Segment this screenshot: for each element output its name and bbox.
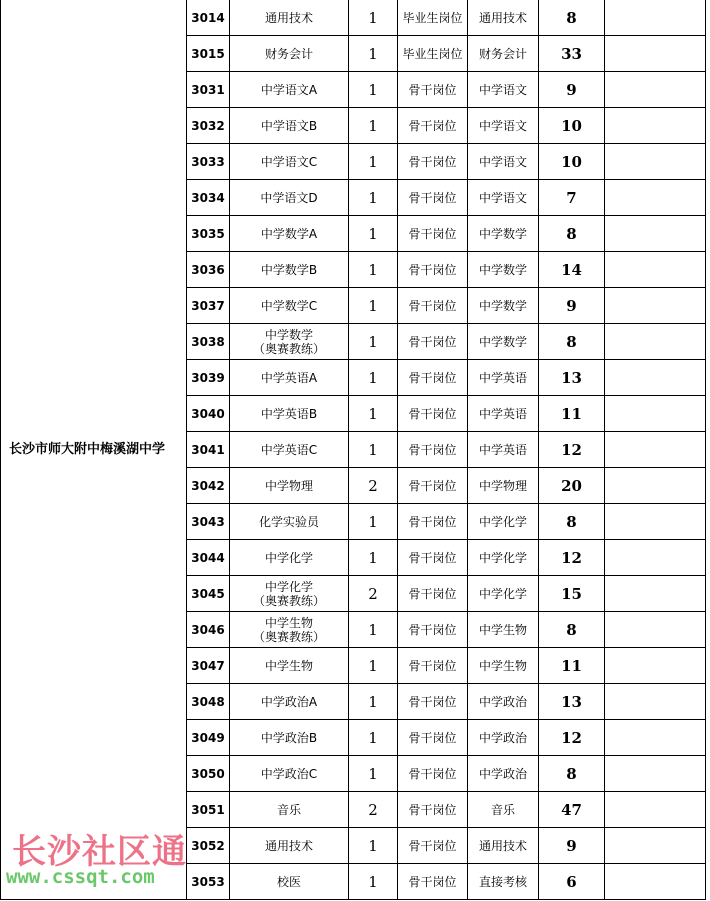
position-type-cell: 骨干岗位: [398, 144, 468, 180]
blank-cell: [605, 468, 706, 504]
hire-count-cell: 1: [349, 0, 398, 36]
hire-count-cell: 1: [349, 612, 398, 648]
qualification-cell: 直接考核: [468, 864, 539, 900]
position-type-cell: 骨干岗位: [398, 468, 468, 504]
applicant-count-cell: 6: [539, 864, 605, 900]
table-row: [1, 0, 706, 36]
position-type-cell: 骨干岗位: [398, 540, 468, 576]
position-code-cell: 3041: [187, 432, 230, 468]
blank-cell: [605, 180, 706, 216]
position-code-cell: 3050: [187, 756, 230, 792]
subject-cell: 中学英语B: [230, 396, 349, 432]
applicant-count-cell: 12: [539, 540, 605, 576]
position-type-cell: 骨干岗位: [398, 432, 468, 468]
blank-cell: [605, 432, 706, 468]
hire-count-cell: 1: [349, 108, 398, 144]
subject-cell: 校医: [230, 864, 349, 900]
qualification-cell: 中学化学: [468, 540, 539, 576]
watermark-logo: 长沙社区通: [12, 832, 187, 872]
applicant-count-cell: 10: [539, 108, 605, 144]
hire-count-cell: 1: [349, 432, 398, 468]
hire-count-cell: 1: [349, 144, 398, 180]
applicant-count-cell: 9: [539, 828, 605, 864]
blank-cell: [605, 324, 706, 360]
applicant-count-cell: 33: [539, 36, 605, 72]
hire-count-cell: 1: [349, 828, 398, 864]
blank-cell: [605, 0, 706, 36]
position-code-cell: 3014: [187, 0, 230, 36]
qualification-cell: 中学英语: [468, 432, 539, 468]
qualification-cell: 中学数学: [468, 288, 539, 324]
applicant-count-cell: 14: [539, 252, 605, 288]
position-type-cell: 骨干岗位: [398, 180, 468, 216]
hire-count-cell: 1: [349, 648, 398, 684]
subject-note-line: （奥赛教练）: [252, 341, 325, 356]
qualification-cell: 中学语文: [468, 108, 539, 144]
position-code-cell: 3052: [187, 828, 230, 864]
subject-cell: 中学数学A: [230, 216, 349, 252]
blank-cell: [605, 396, 706, 432]
subject-cell: 中学生物: [230, 648, 349, 684]
position-code-cell: 3037: [187, 288, 230, 324]
qualification-cell: 中学语文: [468, 180, 539, 216]
position-code-cell: 3048: [187, 684, 230, 720]
qualification-cell: 中学生物: [468, 612, 539, 648]
position-code-cell: 3042: [187, 468, 230, 504]
blank-cell: [605, 720, 706, 756]
position-type-cell: 骨干岗位: [398, 396, 468, 432]
position-type-cell: 骨干岗位: [398, 720, 468, 756]
hire-count-cell: 1: [349, 288, 398, 324]
position-code-cell: 3015: [187, 36, 230, 72]
subject-cell: 音乐: [230, 792, 349, 828]
applicant-count-cell: 8: [539, 504, 605, 540]
position-code-cell: 3043: [187, 504, 230, 540]
applicant-count-cell: 9: [539, 288, 605, 324]
qualification-cell: 通用技术: [468, 0, 539, 36]
position-type-cell: 毕业生岗位: [398, 36, 468, 72]
applicant-count-cell: 12: [539, 720, 605, 756]
applicant-count-cell: 13: [539, 684, 605, 720]
applicant-count-cell: 11: [539, 648, 605, 684]
position-code-cell: 3047: [187, 648, 230, 684]
blank-cell: [605, 108, 706, 144]
qualification-cell: 中学语文: [468, 72, 539, 108]
position-code-cell: 3049: [187, 720, 230, 756]
position-type-cell: 骨干岗位: [398, 792, 468, 828]
position-type-cell: 骨干岗位: [398, 72, 468, 108]
qualification-cell: 中学政治: [468, 756, 539, 792]
applicant-count-cell: 9: [539, 72, 605, 108]
subject-cell: 中学英语A: [230, 360, 349, 396]
qualification-cell: 中学生物: [468, 648, 539, 684]
hire-count-cell: 2: [349, 468, 398, 504]
applicant-count-cell: 8: [539, 216, 605, 252]
blank-cell: [605, 756, 706, 792]
applicant-count-cell: 20: [539, 468, 605, 504]
applicant-count-cell: 11: [539, 396, 605, 432]
subject-cell: 财务会计: [230, 36, 349, 72]
subject-cell: 中学化学: [230, 540, 349, 576]
applicant-count-cell: 8: [539, 756, 605, 792]
position-code-cell: 3033: [187, 144, 230, 180]
subject-cell: [230, 324, 349, 360]
qualification-cell: 中学政治: [468, 684, 539, 720]
position-code-cell: 3034: [187, 180, 230, 216]
subject-cell: [230, 612, 349, 648]
applicant-count-cell: 12: [539, 432, 605, 468]
hire-count-cell: 2: [349, 576, 398, 612]
position-type-cell: 骨干岗位: [398, 612, 468, 648]
position-type-cell: 骨干岗位: [398, 756, 468, 792]
position-code-cell: 3038: [187, 324, 230, 360]
position-code-cell: 3032: [187, 108, 230, 144]
subject-cell: 中学数学C: [230, 288, 349, 324]
blank-cell: [605, 252, 706, 288]
hire-count-cell: 1: [349, 720, 398, 756]
position-code-cell: 3035: [187, 216, 230, 252]
subject-cell: 中学政治A: [230, 684, 349, 720]
position-code-cell: 3046: [187, 612, 230, 648]
position-code-cell: 3053: [187, 864, 230, 900]
subject-line: 中学化学: [264, 579, 313, 594]
hire-count-cell: 1: [349, 540, 398, 576]
subject-cell: [230, 576, 349, 612]
qualification-cell: 中学政治: [468, 720, 539, 756]
hire-count-cell: 1: [349, 360, 398, 396]
hire-count-cell: 1: [349, 216, 398, 252]
subject-cell: 化学实验员: [230, 504, 349, 540]
blank-cell: [605, 612, 706, 648]
subject-cell: 中学政治C: [230, 756, 349, 792]
blank-cell: [605, 828, 706, 864]
qualification-cell: 中学英语: [468, 360, 539, 396]
subject-cell: 中学语文C: [230, 144, 349, 180]
applicant-count-cell: 8: [539, 324, 605, 360]
qualification-cell: 中学数学: [468, 252, 539, 288]
position-type-cell: 骨干岗位: [398, 576, 468, 612]
blank-cell: [605, 288, 706, 324]
blank-cell: [605, 576, 706, 612]
position-type-cell: 毕业生岗位: [398, 0, 468, 36]
position-type-cell: 骨干岗位: [398, 288, 468, 324]
blank-cell: [605, 504, 706, 540]
hire-count-cell: 1: [349, 504, 398, 540]
qualification-cell: 中学英语: [468, 396, 539, 432]
applicant-count-cell: 47: [539, 792, 605, 828]
subject-cell: 中学物理: [230, 468, 349, 504]
position-type-cell: 骨干岗位: [398, 684, 468, 720]
table-body: [1, 0, 706, 900]
subject-cell: 通用技术: [230, 0, 349, 36]
position-code-cell: 3044: [187, 540, 230, 576]
hire-count-cell: 1: [349, 756, 398, 792]
qualification-cell: 中学语文: [468, 144, 539, 180]
applicant-count-cell: 13: [539, 360, 605, 396]
blank-cell: [605, 360, 706, 396]
subject-line: 中学数学: [264, 327, 313, 342]
applicant-count-cell: 10: [539, 144, 605, 180]
subject-cell: 中学语文B: [230, 108, 349, 144]
blank-cell: [605, 144, 706, 180]
hire-count-cell: 1: [349, 864, 398, 900]
subject-cell: 中学数学B: [230, 252, 349, 288]
subject-line: 中学生物: [264, 615, 313, 630]
applicant-count-cell: 15: [539, 576, 605, 612]
position-code-cell: 3036: [187, 252, 230, 288]
qualification-cell: 中学化学: [468, 576, 539, 612]
qualification-cell: 音乐: [468, 792, 539, 828]
blank-cell: [605, 216, 706, 252]
hire-count-cell: 1: [349, 36, 398, 72]
hire-count-cell: 2: [349, 792, 398, 828]
position-type-cell: 骨干岗位: [398, 252, 468, 288]
subject-cell: 通用技术: [230, 828, 349, 864]
subject-note-line: （奥赛教练）: [252, 593, 325, 608]
position-code-cell: 3031: [187, 72, 230, 108]
watermark-url: www.cssqt.com: [6, 866, 155, 888]
qualification-cell: 通用技术: [468, 828, 539, 864]
qualification-cell: 中学数学: [468, 216, 539, 252]
hire-count-cell: 1: [349, 252, 398, 288]
blank-cell: [605, 72, 706, 108]
hire-count-cell: 1: [349, 72, 398, 108]
blank-cell: [605, 540, 706, 576]
position-type-cell: 骨干岗位: [398, 504, 468, 540]
position-type-cell: 骨干岗位: [398, 648, 468, 684]
position-type-cell: 骨干岗位: [398, 828, 468, 864]
position-type-cell: 骨干岗位: [398, 864, 468, 900]
qualification-cell: 财务会计: [468, 36, 539, 72]
subject-cell: 中学语文A: [230, 72, 349, 108]
school-name-cell: 长沙市师大附中梅溪湖中学: [1, 0, 187, 900]
subject-cell: 中学政治B: [230, 720, 349, 756]
applicant-count-cell: 8: [539, 612, 605, 648]
position-code-cell: 3045: [187, 576, 230, 612]
applicant-count-cell: 8: [539, 0, 605, 36]
qualification-cell: 中学物理: [468, 468, 539, 504]
position-type-cell: 骨干岗位: [398, 108, 468, 144]
applicant-count-cell: 7: [539, 180, 605, 216]
blank-cell: [605, 648, 706, 684]
blank-cell: [605, 792, 706, 828]
hire-count-cell: 1: [349, 396, 398, 432]
position-code-cell: 3040: [187, 396, 230, 432]
position-type-cell: 骨干岗位: [398, 360, 468, 396]
blank-cell: [605, 684, 706, 720]
position-type-cell: 骨干岗位: [398, 324, 468, 360]
position-type-cell: 骨干岗位: [398, 216, 468, 252]
qualification-cell: 中学化学: [468, 504, 539, 540]
position-code-cell: 3051: [187, 792, 230, 828]
position-code-cell: 3039: [187, 360, 230, 396]
hire-count-cell: 1: [349, 324, 398, 360]
qualification-cell: 中学数学: [468, 324, 539, 360]
subject-cell: 中学语文D: [230, 180, 349, 216]
subject-note-line: （奥赛教练）: [252, 629, 325, 644]
blank-cell: [605, 864, 706, 900]
blank-cell: [605, 36, 706, 72]
hire-count-cell: 1: [349, 684, 398, 720]
hire-count-cell: 1: [349, 180, 398, 216]
subject-cell: 中学英语C: [230, 432, 349, 468]
